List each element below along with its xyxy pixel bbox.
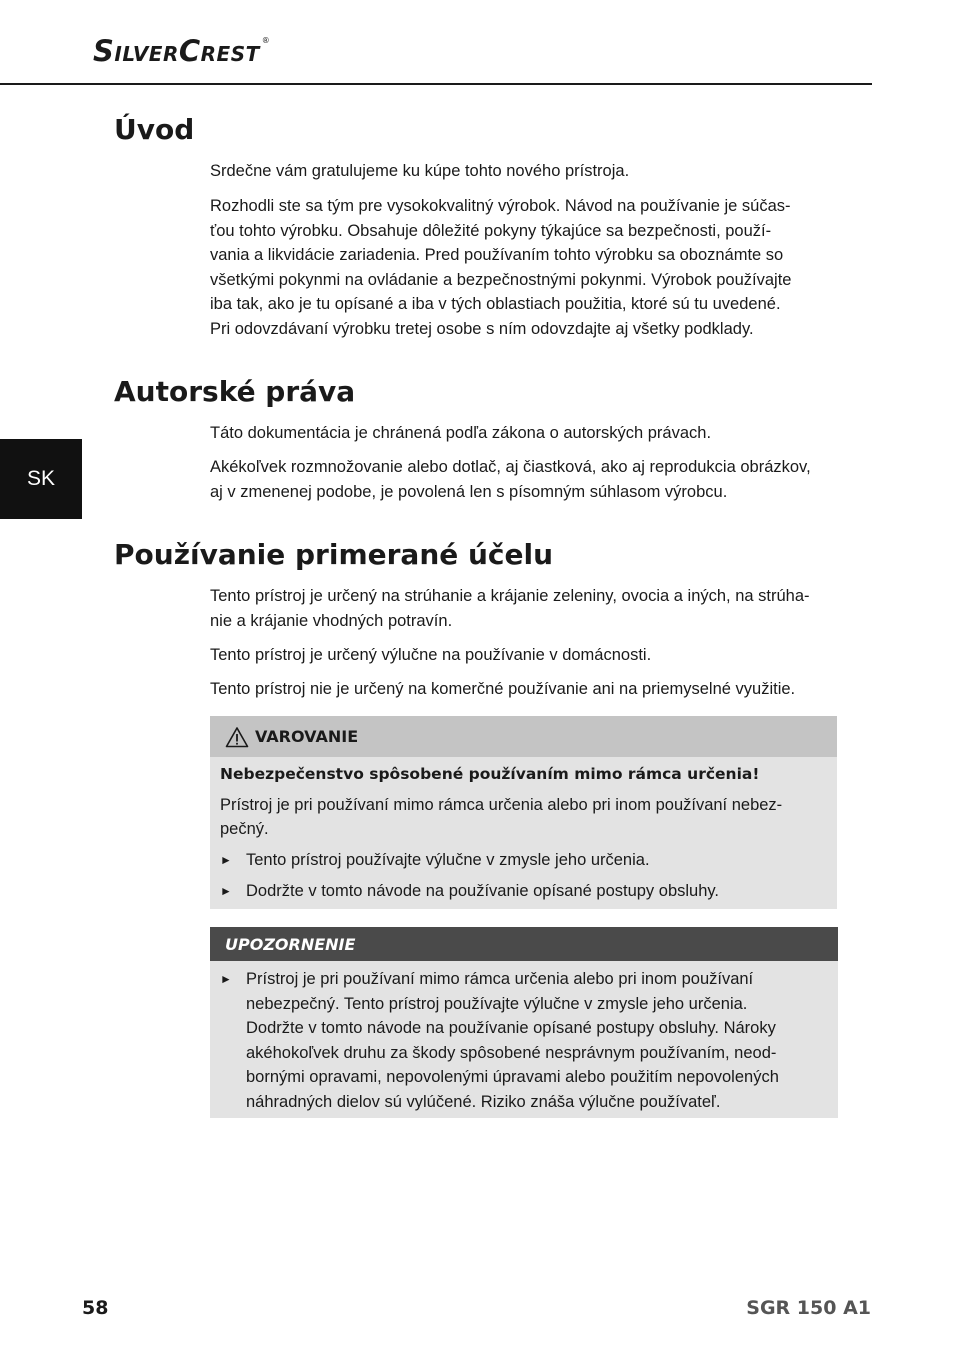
copyright-paragraph-1: Táto dokumentácia je chránená podľa zákona o autorských právach. — [210, 424, 712, 442]
bullet-text: Dodržte v tomto návode na používanie opísané postupy obsluhy. — [246, 882, 719, 900]
text-line: Dodržte v tomto návode na používanie opísané postupy obsluhy. Nároky — [246, 1019, 776, 1037]
warning-bullet — [210, 848, 837, 873]
warning-box — [210, 716, 837, 909]
text-line: Pri odovzdávaní výrobku tretej osobe s ním odovzdajte aj všetky podklady. — [210, 319, 754, 338]
language-tab-label: SK — [26, 467, 55, 490]
brand-logo: SilverCrest ® — [93, 34, 271, 68]
text-line: bornými opravami, nepovolenými úpravami alebo použitím nepovolených — [246, 1068, 779, 1086]
copyright-title: Autorské práva — [114, 375, 356, 408]
text-line: nebezpečný. Tento prístroj používajte výlučne v zmysle jeho určenia. — [246, 994, 748, 1013]
header-rule — [0, 83, 872, 85]
text-line: akéhokoľvek druhu za škody spôsobené nesprávnym používaním, neod- — [246, 1043, 777, 1062]
text-line: Tento prístroj je určený na strúhanie a krájanie zeleniny, ovocia a iných, na strúha- — [210, 587, 810, 605]
text-line: iba tak, ako je tu opísané a iba v tých oblastiach použitia, ktoré sú tu uvedené. — [210, 295, 781, 313]
text-line: Prístroj je pri používaní mimo rámca určenia alebo pri inom používaní — [246, 970, 754, 988]
intro-paragraph-2 — [210, 194, 840, 341]
bullet-arrow-icon: ► — [220, 852, 232, 867]
intended-use-paragraph-1 — [210, 584, 840, 633]
bullet-arrow-icon: ► — [220, 972, 232, 986]
warning-heading: Nebezpečenstvo spôsobené používaním mimo rámca určenia! — [220, 765, 760, 783]
warning-triangle-icon — [225, 726, 249, 748]
text-line: Akékoľvek rozmnožovanie alebo dotlač, aj čiastková, ako aj reprodukcia obrázkov, — [210, 458, 811, 476]
warning-label: VAROVANIE — [255, 727, 359, 746]
intended-use-title: Používanie primerané účelu — [114, 538, 554, 571]
intro-title: Úvod — [114, 113, 195, 146]
model-number: SGR 150 A1 — [746, 1297, 871, 1319]
text-line: všetkými pokynmi na ovládanie a bezpečnostnými pokynmi. Výrobok používajte — [210, 270, 792, 289]
notice-label: UPOZORNENIE — [225, 934, 356, 954]
text-line: vania a likvidácie zariadenia. Pred používaním tohto výrobku sa oboznámte so — [210, 246, 784, 264]
text-line: nie a krájanie vhodných potravín. — [210, 611, 453, 630]
copyright-paragraph-2 — [210, 455, 840, 504]
intro-paragraph-1: Srdečne vám gratulujeme ku kúpe tohto nového prístroja. — [210, 162, 630, 180]
text-line: aj v zmenenej podobe, je povolená len s písomným súhlasom výrobcu. — [210, 482, 728, 501]
intended-use-paragraph-2: Tento prístroj je určený výlučne na používanie v domácnosti. — [210, 646, 652, 664]
warning-text — [210, 793, 837, 842]
notice-box — [210, 927, 838, 1118]
text-line: Rozhodli ste sa tým pre vysokokvalitný výrobok. Návod na používanie je súčas- — [210, 197, 791, 215]
language-tab — [0, 439, 82, 519]
text-line: Prístroj je pri používaní mimo rámca určenia alebo pri inom používaní nebez- — [220, 795, 783, 814]
bullet-arrow-icon: ► — [220, 884, 232, 898]
registered-mark: ® — [261, 36, 271, 45]
text-line: pečný. — [220, 820, 269, 838]
text-line: náhradných dielov sú vylúčené. Riziko znáša výlučne používateľ. — [246, 1092, 721, 1111]
text-line: ťou tohto výrobku. Obsahuje dôležité pokyny týkajúce sa bezpečnosti, použí- — [210, 221, 772, 240]
intended-use-paragraph-3: Tento prístroj nie je určený na komerčné používanie ani na priemyselné využitie. — [210, 680, 796, 698]
page-number: 58 — [82, 1297, 109, 1319]
bullet-text — [246, 967, 779, 1114]
bullet-text: Tento prístroj používajte výlučne v zmysle jeho určenia. — [246, 850, 650, 869]
warning-header — [210, 716, 837, 757]
notice-header — [210, 927, 838, 961]
notice-bullet — [210, 967, 838, 1114]
warning-bullet — [210, 879, 837, 904]
